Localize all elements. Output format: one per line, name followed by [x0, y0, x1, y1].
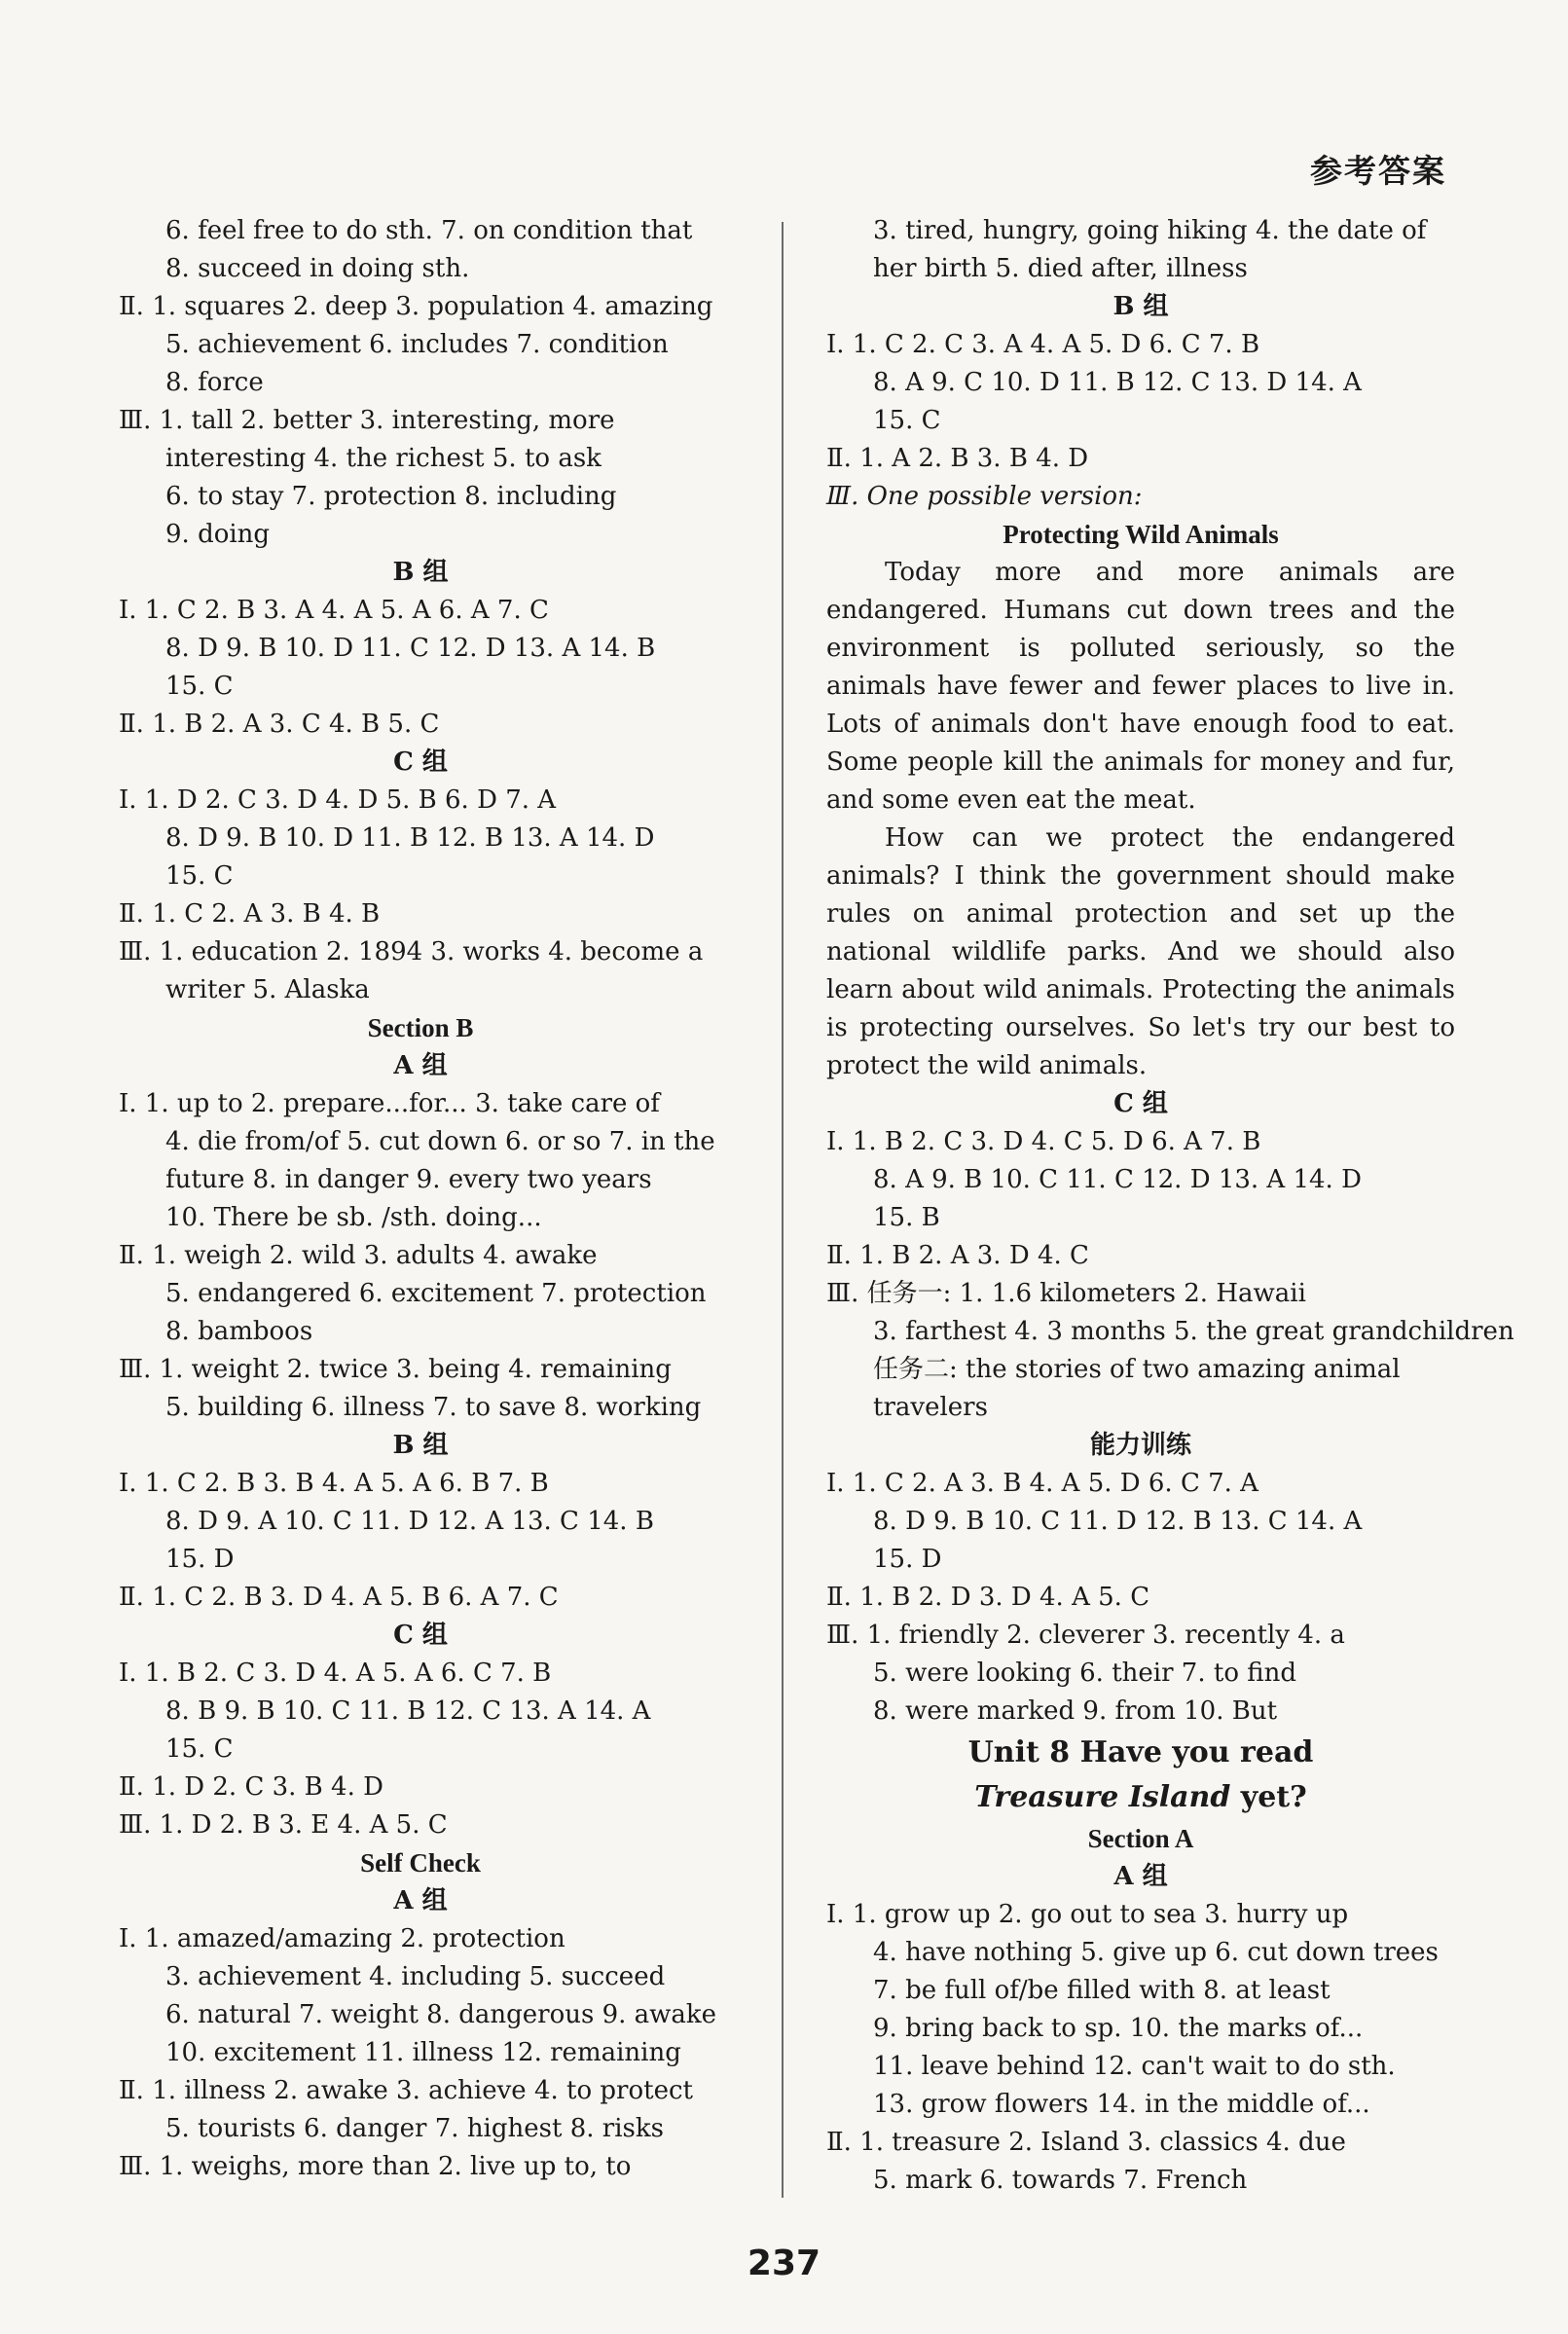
essay-line: rules on animal protection and set up the	[826, 899, 1455, 929]
column-divider	[782, 222, 784, 2198]
right-end-line: Ⅱ. 1. treasure 2. Island 3. classics 4. due	[826, 2128, 1346, 2157]
essay-line: Today more and more animals are	[885, 558, 1455, 587]
left-line: Ⅰ. 1. B 2. C 3. D 4. A 5. A 6. C 7. B	[119, 1659, 552, 1688]
left-line: Ⅲ. 1. tall 2. better 3. interesting, more	[119, 406, 615, 435]
left-line: 4. die from/of 5. cut down 6. or so 7. in the	[165, 1127, 715, 1156]
left-line: Self Check	[360, 1848, 481, 1878]
right-top-line: Ⅰ. 1. C 2. C 3. A 4. A 5. D 6. C 7. B	[826, 330, 1260, 359]
right-bottom-line: Ⅲ. 任务一: 1. 1.6 kilometers 2. Hawaii	[826, 1279, 1306, 1308]
left-column	[119, 212, 722, 2186]
unit-subtitle-rest: yet?	[1230, 1780, 1307, 1814]
right-bottom-line: Ⅰ. 1. B 2. C 3. D 4. C 5. D 6. A 7. B	[826, 1127, 1261, 1156]
left-line: Ⅲ. 1. education 2. 1894 3. works 4. become a	[119, 937, 704, 966]
left-line: B 组	[392, 558, 449, 587]
left-line: 15. D	[165, 1545, 235, 1574]
right-end-line: 5. mark 6. towards 7. French	[873, 2166, 1248, 2195]
essay-line: animals have fewer and fewer places to live in.	[826, 672, 1455, 701]
left-line: 5. tourists 6. danger 7. highest 8. risks	[165, 2114, 664, 2143]
right-bottom-line: 8. were marked 9. from 10. But	[873, 1696, 1278, 1726]
right-end-line: 11. leave behind 12. can't wait to do sth.	[873, 2052, 1396, 2081]
unit-subtitle-book: Treasure Island	[974, 1780, 1231, 1814]
left-line: 10. There be sb. /sth. doing...	[165, 1203, 542, 1232]
right-bottom-line: C 组	[1113, 1089, 1168, 1118]
left-line: Ⅰ. 1. amazed/amazing 2. protection	[119, 1924, 565, 1953]
right-top-line: 15. C	[873, 406, 941, 435]
left-line: 8. bamboos	[165, 1317, 313, 1346]
right-end-line: Ⅰ. 1. grow up 2. go out to sea 3. hurry up	[826, 1900, 1349, 1929]
left-line: 6. to stay 7. protection 8. including	[165, 482, 617, 511]
left-line: 5. endangered 6. excitement 7. protection	[165, 1279, 707, 1308]
left-line: Ⅱ. 1. C 2. A 3. B 4. B	[119, 899, 381, 929]
left-line: future 8. in danger 9. every two years	[165, 1165, 652, 1194]
right-column	[826, 212, 1514, 2200]
left-line: Ⅱ. 1. squares 2. deep 3. population 4. amazing	[119, 292, 713, 321]
left-line: 9. doing	[165, 520, 271, 549]
unit-title: Unit 8 Have you read	[967, 1735, 1314, 1769]
left-line: 8. succeed in doing sth.	[165, 254, 470, 283]
essay-line: animals? I think the government should make	[826, 861, 1455, 891]
right-top-line: 8. A 9. C 10. D 11. B 12. C 13. D 14. A	[873, 368, 1362, 397]
left-line: 8. D 9. B 10. D 11. C 12. D 13. A 14. B	[165, 634, 656, 663]
left-line: Ⅲ. 1. D 2. B 3. E 4. A 5. C	[119, 1810, 448, 1840]
left-line: Ⅰ. 1. C 2. B 3. B 4. A 5. A 6. B 7. B	[119, 1469, 549, 1498]
right-bottom-line: 8. D 9. B 10. C 11. D 12. B 13. C 14. A	[873, 1507, 1363, 1536]
left-line: 3. achievement 4. including 5. succeed	[165, 1962, 666, 1991]
essay-line: endangered. Humans cut down trees and the	[826, 596, 1455, 625]
left-line: Ⅰ. 1. C 2. B 3. A 4. A 5. A 6. A 7. C	[119, 596, 549, 625]
right-bottom-line: Ⅱ. 1. B 2. D 3. D 4. A 5. C	[826, 1583, 1150, 1612]
right-top-line: Protecting Wild Animals	[1003, 520, 1279, 549]
right-end-line: 7. be full of/be filled with 8. at least	[873, 1976, 1331, 2005]
right-answer-lines-end	[826, 1820, 1455, 2200]
right-end-line: Section A	[1087, 1824, 1194, 1853]
page-number: 237	[747, 2243, 821, 2283]
right-bottom-line: travelers	[873, 1393, 988, 1422]
unit-subtitle	[826, 1775, 1455, 1820]
essay-line: Some people kill the animals for money and fur,	[826, 748, 1455, 777]
left-line: 15. C	[165, 861, 234, 891]
right-bottom-line: 8. A 9. B 10. C 11. C 12. D 13. A 14. D	[873, 1165, 1362, 1194]
left-line: Ⅰ. 1. up to 2. prepare...for... 3. take care of	[119, 1089, 660, 1118]
right-top-line: Ⅱ. 1. A 2. B 3. B 4. D	[826, 444, 1089, 473]
left-line: Ⅱ. 1. C 2. B 3. D 4. A 5. B 6. A 7. C	[119, 1583, 559, 1612]
left-line: Ⅰ. 1. D 2. C 3. D 4. D 5. B 6. D 7. A	[119, 785, 557, 815]
left-line: Ⅲ. 1. weight 2. twice 3. being 4. remaining	[119, 1355, 672, 1384]
left-line: 6. natural 7. weight 8. dangerous 9. awake	[165, 2000, 717, 2029]
left-line: 6. feel free to do sth. 7. on condition that	[165, 216, 693, 245]
right-bottom-line: 3. farthest 4. 3 months 5. the great grandchildren	[873, 1317, 1514, 1346]
left-line: 15. C	[165, 1734, 234, 1764]
left-line: Section B	[367, 1013, 474, 1042]
left-line: 8. D 9. A 10. C 11. D 12. A 13. C 14. B	[165, 1507, 654, 1536]
left-line: 10. excitement 11. illness 12. remaining	[165, 2038, 681, 2067]
essay-line: protect the wild animals.	[826, 1051, 1148, 1080]
right-end-line: 13. grow flowers 14. in the middle of...	[873, 2090, 1370, 2119]
right-answer-lines-bottom	[826, 1085, 1514, 1731]
left-line: C 组	[393, 748, 448, 777]
right-bottom-line: Ⅰ. 1. C 2. A 3. B 4. A 5. D 6. C 7. A	[826, 1469, 1258, 1498]
right-answer-lines-top	[826, 212, 1455, 554]
right-end-line: 9. bring back to sp. 10. the marks of...	[873, 2014, 1364, 2043]
left-line: 8. B 9. B 10. C 11. B 12. C 13. A 14. A	[165, 1696, 651, 1726]
right-bottom-line: 任务二: the stories of two amazing animal	[873, 1355, 1401, 1384]
right-top-line: 3. tired, hungry, going hiking 4. the date of	[873, 216, 1427, 245]
essay-line: national wildlife parks. And we should also	[826, 937, 1455, 966]
essay-line: learn about wild animals. Protecting the animals	[826, 975, 1455, 1004]
left-line: B 组	[392, 1431, 449, 1460]
left-line: 15. C	[165, 672, 234, 701]
essay-line: and some even eat the meat.	[826, 785, 1196, 815]
left-line: A 组	[393, 1886, 448, 1915]
left-line: Ⅲ. 1. weighs, more than 2. live up to, to	[119, 2152, 632, 2181]
right-bottom-line: 能力训练	[1089, 1431, 1191, 1460]
right-bottom-line: 15. D	[873, 1545, 942, 1574]
right-end-line: 4. have nothing 5. give up 6. cut down trees	[873, 1938, 1439, 1967]
essay-line: Lots of animals don't have enough food to eat.	[826, 710, 1455, 739]
left-line: interesting 4. the richest 5. to ask	[165, 444, 602, 473]
left-line: Ⅱ. 1. D 2. C 3. B 4. D	[119, 1772, 383, 1802]
left-line: Ⅱ. 1. weigh 2. wild 3. adults 4. awake	[119, 1241, 598, 1270]
left-line: writer 5. Alaska	[165, 975, 370, 1004]
essay-line: is protecting ourselves. So let's try our best to	[826, 1013, 1455, 1042]
right-top-line: Ⅲ. One possible version:	[826, 482, 1143, 511]
right-top-line: B 组	[1112, 292, 1169, 321]
page-header-title: 参考答案	[1310, 152, 1446, 190]
left-answer-lines	[119, 212, 722, 2186]
left-line: 8. D 9. B 10. D 11. B 12. B 13. A 14. D	[165, 823, 655, 853]
right-bottom-line: Ⅱ. 1. B 2. A 3. D 4. C	[826, 1241, 1089, 1270]
essay-body	[826, 554, 1455, 1085]
essay-line: How can we protect the endangered	[885, 823, 1455, 853]
left-line: 5. achievement 6. includes 7. condition	[165, 330, 669, 359]
left-line: Ⅱ. 1. B 2. A 3. C 4. B 5. C	[119, 710, 440, 739]
left-line: 5. building 6. illness 7. to save 8. working	[165, 1393, 702, 1422]
right-bottom-line: 5. were looking 6. their 7. to find	[873, 1659, 1296, 1688]
left-line: 8. force	[165, 368, 264, 397]
left-line: C 组	[393, 1621, 448, 1650]
right-bottom-line: Ⅲ. 1. friendly 2. cleverer 3. recently 4. a	[826, 1621, 1345, 1650]
right-bottom-line: 15. B	[873, 1203, 940, 1232]
right-top-line: her birth 5. died after, illness	[873, 254, 1248, 283]
left-line: Ⅱ. 1. illness 2. awake 3. achieve 4. to protect	[119, 2076, 693, 2105]
left-line: A 组	[393, 1051, 448, 1080]
essay-line: environment is polluted seriously, so the	[826, 634, 1455, 663]
right-end-line: A 组	[1113, 1862, 1168, 1891]
